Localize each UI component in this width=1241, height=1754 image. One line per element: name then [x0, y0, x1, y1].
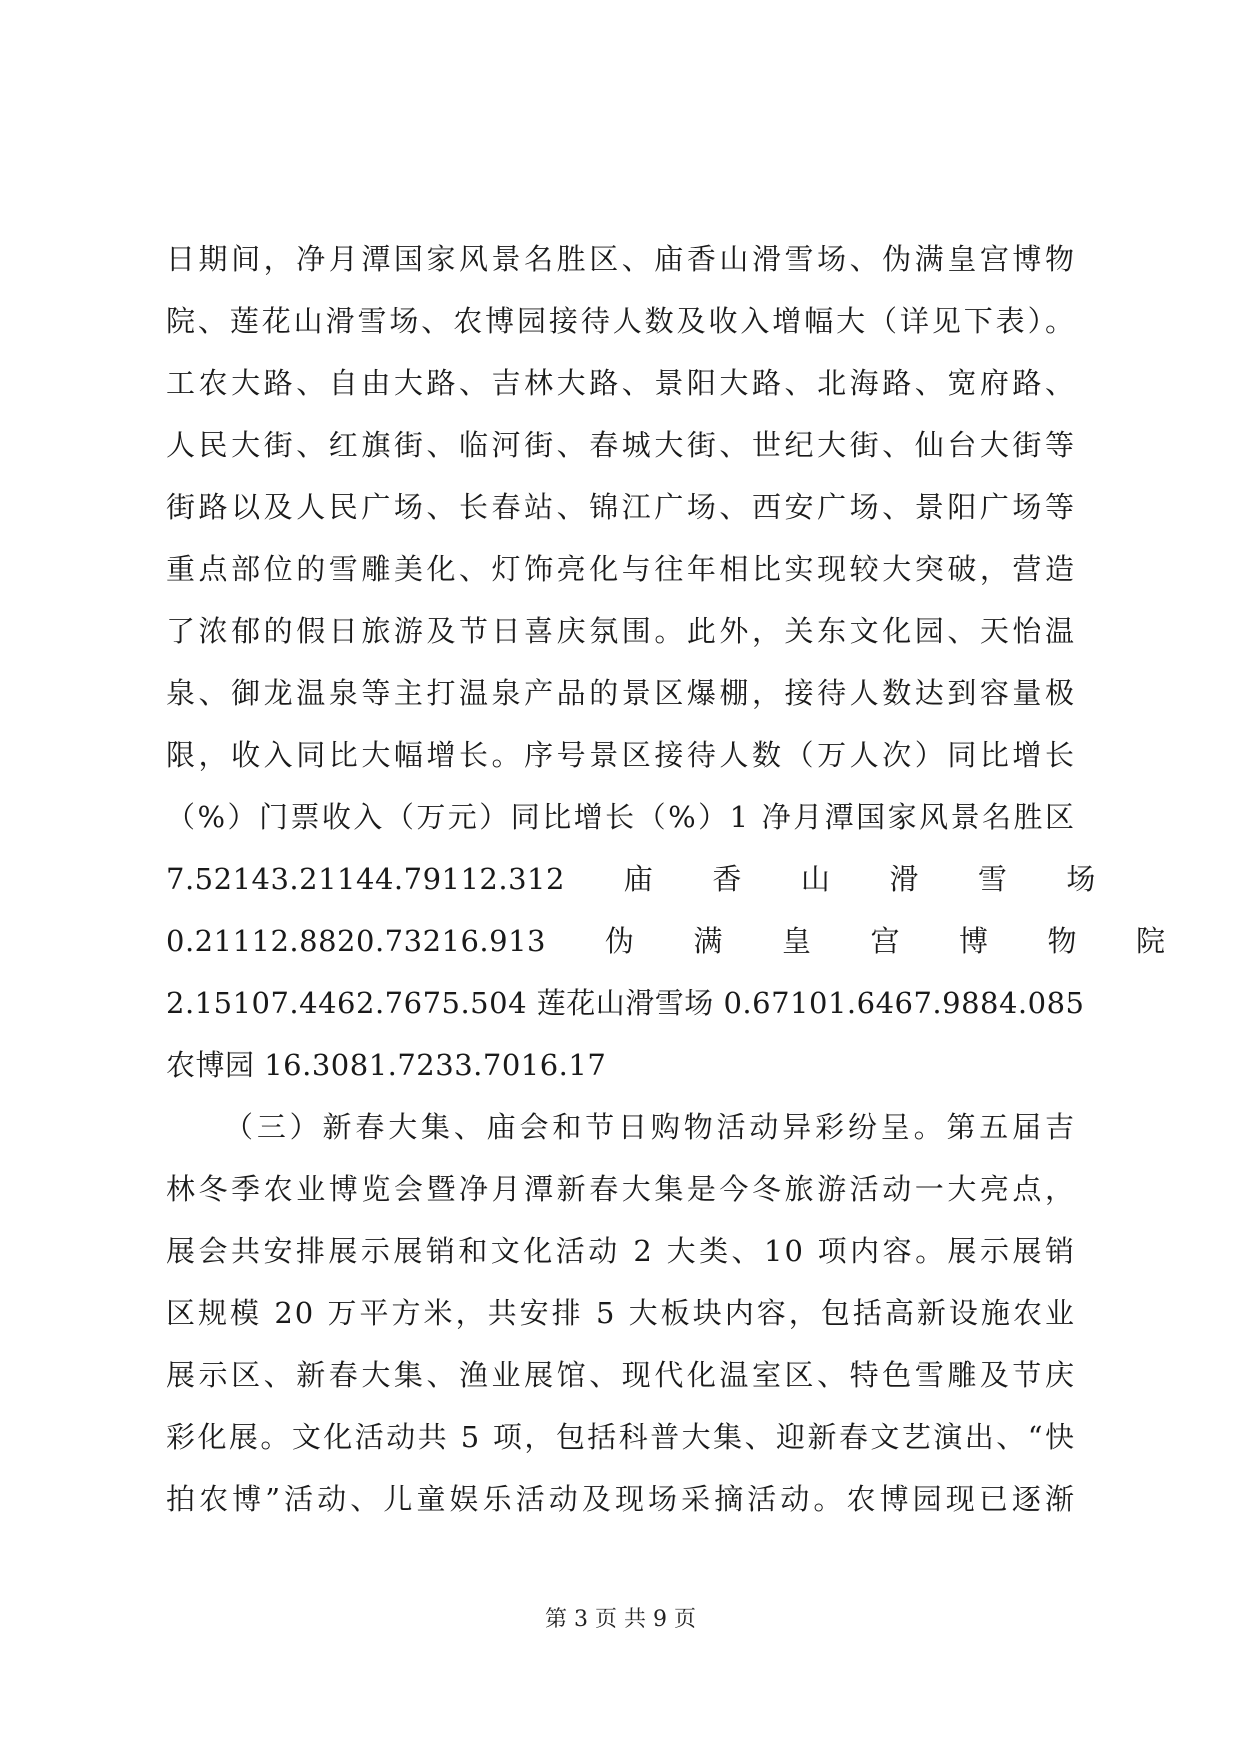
text-line: 展会共安排展示展销和文化活动 2 大类、10 项内容。展示展销	[166, 1234, 1076, 1268]
text-line: 2.15107.4462.7675.504 莲花山滑雪场 0.67101.6467.9884.085	[166, 986, 1085, 1020]
text-line: 日期间，净月潭国家风景名胜区、庙香山滑雪场、伪满皇宫博物	[166, 242, 1076, 276]
text-line: （%）门票收入（万元）同比增长（%）1 净月潭国家风景名胜区	[166, 800, 1076, 834]
text-line: 展示区、新春大集、渔业展馆、现代化温室区、特色雪雕及节庆	[166, 1358, 1076, 1392]
text-line: 林冬季农业博览会暨净月潭新春大集是今冬旅游活动一大亮点，	[166, 1172, 1076, 1206]
page-footer: 第 3 页 共 9 页	[545, 1607, 696, 1632]
text-line: 7.52143.21144.79112.312 庙 香 山 滑 雪 场	[166, 862, 1096, 896]
text-line: 0.21112.8820.73216.913 伪 满 皇 宫 博 物 院	[166, 924, 1166, 958]
text-line: 拍农博”活动、儿童娱乐活动及现场采摘活动。农博园现已逐渐	[166, 1482, 1076, 1516]
text-line: 农博园 16.3081.7233.7016.17	[166, 1048, 607, 1082]
text-line: 了浓郁的假日旅游及节日喜庆氛围。此外，关东文化园、天怡温	[166, 614, 1076, 648]
text-line: 限，收入同比大幅增长。序号景区接待人数（万人次）同比增长	[166, 738, 1076, 772]
text-line: 人民大街、红旗街、临河街、春城大街、世纪大街、仙台大街等	[166, 428, 1076, 462]
text-line: 泉、御龙温泉等主打温泉产品的景区爆棚，接待人数达到容量极	[166, 676, 1076, 710]
text-line: 街路以及人民广场、长春站、锦江广场、西安广场、景阳广场等	[166, 490, 1076, 524]
text-line: 重点部位的雪雕美化、灯饰亮化与往年相比实现较大突破，营造	[166, 552, 1076, 586]
text-line: 彩化展。文化活动共 5 项，包括科普大集、迎新春文艺演出、“快	[166, 1420, 1076, 1454]
text-line: 院、莲花山滑雪场、农博园接待人数及收入增幅大（详见下表）。	[166, 304, 1076, 338]
paragraph-start-line: （三）新春大集、庙会和节日购物活动异彩纷呈。第五届吉	[224, 1110, 1076, 1144]
document-body	[166, 228, 1166, 1530]
text-line: 工农大路、自由大路、吉林大路、景阳大路、北海路、宽府路、	[166, 366, 1076, 400]
text-line: 区规模 20 万平方米，共安排 5 大板块内容，包括高新设施农业	[166, 1296, 1076, 1330]
